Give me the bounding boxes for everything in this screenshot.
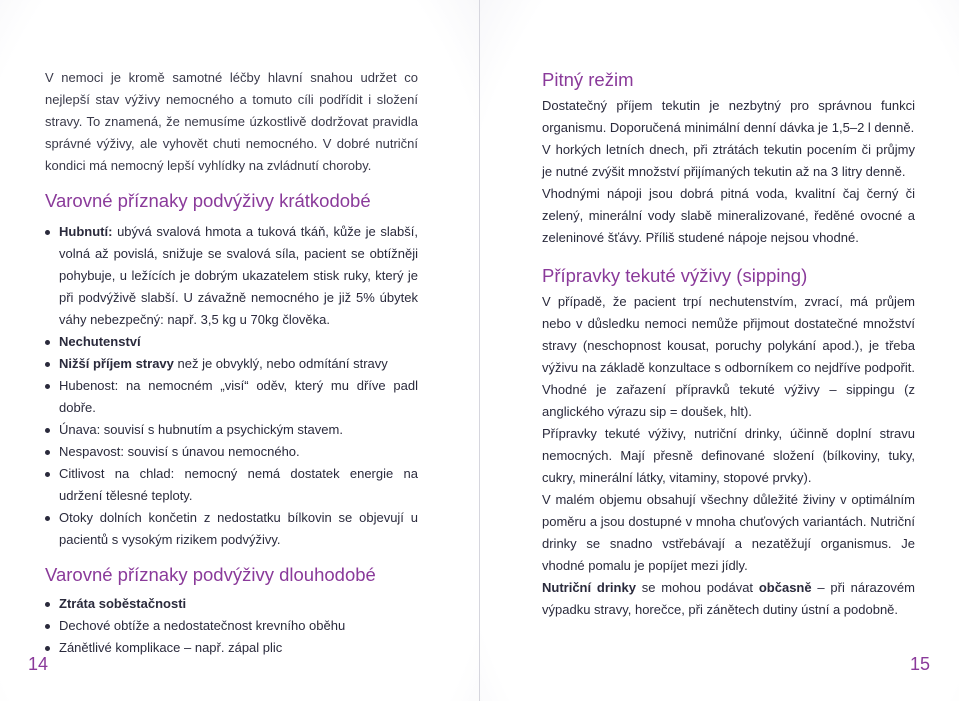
list-item: Nižší příjem stravy než je obvyklý, nebo odmítání stravy [45,353,418,375]
list-item: Citlivost na chlad: nemocný nemá dostatek energie na udržení tělesné teploty. [45,463,418,507]
page-number-right: 15 [910,654,931,674]
list-item: Únava: souvisí s hubnutím a psychickým stavem. [45,419,418,441]
right-page [480,0,959,701]
sipping-paragraph-2: Přípravky tekuté výživy, nutriční drinky, účinně doplní stravu nemocných. Mají přesně definované složení (bílkoviny, tuky, cukry, minerální látky, vitaminy, stopové prvky). [542,426,915,485]
left-column [45,67,418,659]
section-heading-long-term: Varovné příznaky podvýživy dlouhodobé [45,564,376,585]
list-item: Hubenost: na nemocném „visí“ oděv, který mu dříve padl dobře. [45,375,418,419]
sipping-paragraph-1: V případě, že pacient trpí nechutenstvím, zvrací, má průjem nebo v důsledku nemoci nemůže přijmout dostatečné množství stravy (neschopnost kousat, poruchy polykání apod.), je třeba výživu na základě konzultace s odborníkem co nejdříve podpořit. Vhodné je zařazení přípravků tekuté výživy – sippingu (z anglického výrazu sip = doušek, hlt). [542,294,915,419]
drinking-paragraph-3: Vhodnými nápoji jsou dobrá pitná voda, kvalitní čaj černý či zelený, minerální vody slabě mineralizované, ředěné ovocné a zeleninové šťávy. Příliš studené nápoje nejsou vhodné. [542,186,915,245]
list-item: Otoky dolních končetin z nedostatku bílkovin se objevují u pacientů s vysokým rizikem podvýživy. [45,507,418,551]
left-page [0,0,479,701]
intro-paragraph: V nemoci je kromě samotné léčby hlavní snahou udržet co nejlepší stav výživy nemocného a tomuto cíli podřídit i složení stravy. To znamená, že nemusíme úzkostlivě dodržovat pravidla správné výživy, ale vyhovět chuti nemocného. V dobré nutriční kondici má nemocný lepší vyhlídky na zvládnutí choroby. [45,70,418,173]
drinking-paragraph-1: Dostatečný příjem tekutin je nezbytný pro správnou funkci organismu. Doporučená minimální denní dávka je 1,5–2 l denně. [542,98,915,135]
list-item: Ztráta soběstačnosti [45,593,418,615]
short-term-symptoms-list [45,221,418,551]
sipping-paragraph-3: V malém objemu obsahují všechny důležité živiny v optimálním poměru a jsou dostupné v mnoha chuťových variantách. Nutriční drinky se snadno vstřebávají a nezatěžují organismus. Je vhodné pomalu je popíjet mezi jídly. [542,492,915,573]
list-item: Nespavost: souvisí s únavou nemocného. [45,441,418,463]
drinking-paragraph-2: V horkých letních dnech, při ztrátách tekutin pocením či průjmy je nutné zvýšit množství přijímaných tekutin až na 3 litry denně. [542,142,915,179]
list-item: Dechové obtíže a nedostatečnost krevního oběhu [45,615,418,637]
section-heading-short-term: Varovné příznaky podvýživy krátkodobé [45,190,371,211]
list-item: Nechutenství [45,331,418,353]
right-column [542,67,915,621]
section-heading-drinking: Pitný režim [542,69,634,90]
page-number-left: 14 [28,654,49,674]
long-term-symptoms-list [45,593,418,659]
sipping-paragraph-4: Nutriční drinky se mohou podávat občasně – při nárazovém výpadku stravy, horečce, při zánětech dutiny ústní a podobně. [542,580,915,617]
section-heading-sipping: Přípravky tekuté výživy (sipping) [542,265,808,286]
list-item: Zánětlivé komplikace – např. zápal plic [45,637,418,659]
list-item: Hubnutí: ubývá svalová hmota a tuková tkáň, kůže je slabší, volná až povislá, snižuje se svalová síla, pacient se obtížněji pohybuje, u ležících je dobrým ukazatelem stisk ruky, který je při podvýživě slabší. U závažně nemocného je již 5% úbytek váhy nebezpečný: např. 3,5 kg u 70kg člověka. [45,221,418,331]
